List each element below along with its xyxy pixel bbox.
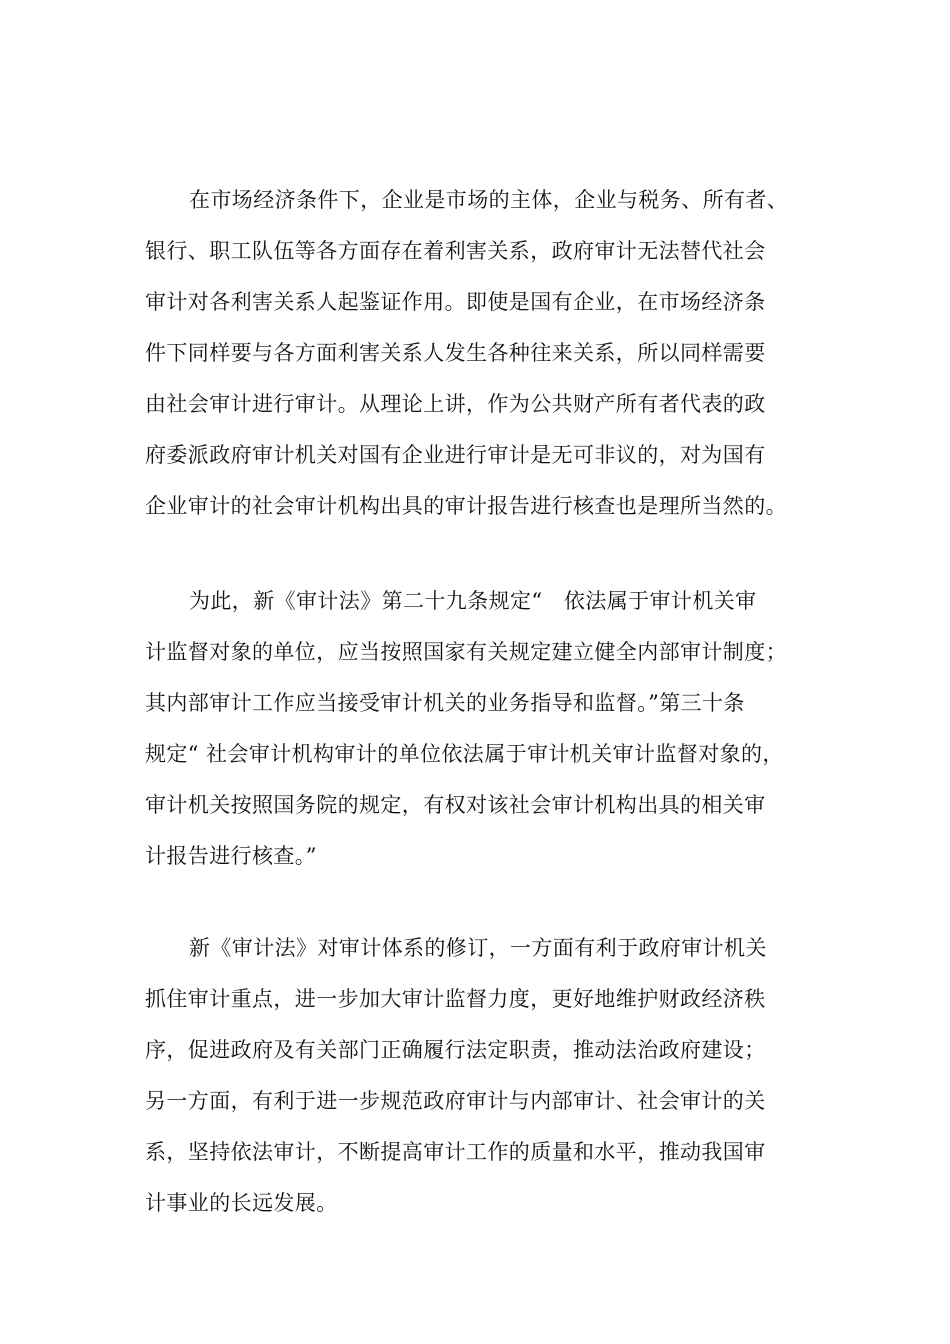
paragraph-line: 系，坚持依法审计，不断提高审计工作的质量和水平，推动我国审 <box>145 1140 766 1164</box>
paragraph-line: 府委派政府审计机关对国有企业进行审计是无可非议的，对为国有 <box>145 443 766 467</box>
paragraph-line: 序，促进政府及有关部门正确履行法定职责，推动法治政府建设； <box>145 1038 766 1062</box>
paragraph-line: 审计机关按照国务院的规定，有权对该社会审计机构出具的相关审 <box>145 793 766 817</box>
paragraph-line: 计报告进行核查。” <box>145 844 317 868</box>
paragraph-line: 审计对各利害关系人起鉴证作用。即使是国有企业，在市场经济条 <box>145 290 766 314</box>
paragraph-line: 件下同样要与各方面利害关系人发生各种往来关系，所以同样需要 <box>145 341 766 365</box>
paragraph-line: 企业审计的社会审计机构出具的审计报告进行核查也是理所当然的。 <box>145 494 787 518</box>
paragraph-1 <box>145 175 835 532</box>
paragraph-line: 由社会审计进行审计。从理论上讲，作为公共财产所有者代表的政 <box>145 392 766 416</box>
paragraph-line: 规定“ 社会审计机构审计的单位依法属于审计机关审计监督对象的， <box>145 742 784 766</box>
paragraph-line: 银行、职工队伍等各方面存在着利害关系，政府审计无法替代社会 <box>145 239 766 263</box>
paragraph-line: 在市场经济条件下，企业是市场的主体，企业与税务、所有者、 <box>189 188 789 212</box>
paragraph-line: 其内部审计工作应当接受审计机关的业务指导和监督。”第三十条 <box>145 691 745 715</box>
paragraph-line: 为此，新《审计法》第二十九条规定“ 依法属于审计机关审 <box>189 589 757 613</box>
paragraph-line: 计监督对象的单位，应当按照国家有关规定建立健全内部审计制度； <box>145 640 787 664</box>
paragraph-2 <box>145 576 835 882</box>
paragraph-line: 另一方面，有利于进一步规范政府审计与内部审计、社会审计的关 <box>145 1089 766 1113</box>
paragraph-line: 新《审计法》对审计体系的修订，一方面有利于政府审计机关 <box>189 936 767 960</box>
paragraph-line: 抓住审计重点，进一步加大审计监督力度，更好地维护财政经济秩 <box>145 987 766 1011</box>
paragraph-line: 计事业的长远发展。 <box>145 1191 338 1215</box>
paragraph-3 <box>145 923 835 1229</box>
